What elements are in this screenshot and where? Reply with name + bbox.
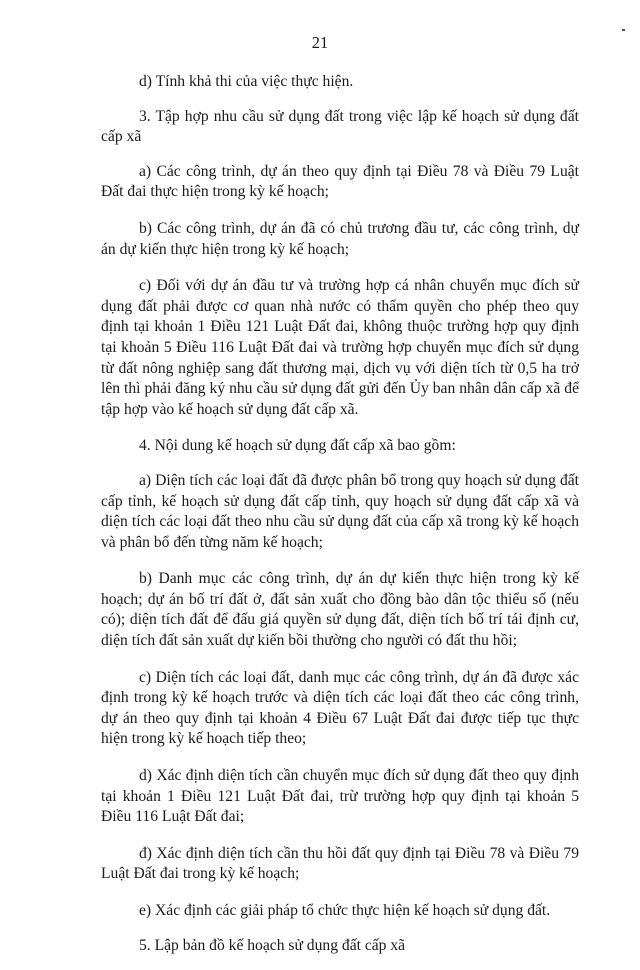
paragraph-4e: e) Xác định các giải pháp tổ chức thực hiện kế hoạch sử dụng đất.: [139, 902, 551, 919]
paragraph-3a: a) Các công trình, dự án theo quy định tại Điều 78 và Điều 79 Luật Đất đai thực hiện trong kỳ kế hoạch;: [101, 162, 579, 201]
paragraph-4a: a) Diện tích các loại đất đã được phân bổ trong quy hoạch sử dụng đất cấp tỉnh, kế hoạch sử dụng đất cấp tỉnh, quy hoạch sử dụng đất cấp xã và diện tích các loại đất theo nhu cầu sử dụng đất của cấp xã trong kỳ kế hoạch và phân bổ đến từng năm kế hoạch;: [101, 471, 579, 551]
paragraph-4d: d) Xác định diện tích cần chuyển mục đích sử dụng đất theo quy định tại khoản 1 Điều 121 Luật Đất đai, trừ trường hợp quy định tại khoản 5 Điều 116 Luật Đất đai;: [101, 767, 579, 826]
paragraph-3b: b) Các công trình, dự án đã có chủ trương đầu tư, các công trình, dự án dự kiến thực hiện trong kỳ kế hoạch;: [101, 219, 579, 258]
paragraph-4dd: đ) Xác định diện tích cần thu hồi đất quy định tại Điều 78 và Điều 79 Luật Đất đai trong kỳ kế hoạch;: [101, 844, 579, 883]
paragraph-3c: c) Đối với dự án đầu tư và trường hợp cá nhân chuyển mục đích sử dụng đất phải được cơ quan nhà nước có thẩm quyền cho phép theo quy định tại khoản 1 Điều 121 Luật Đất đai, không thuộc trường hợp quy định tại khoản 5 Điều 116 Luật Đất đai và trường hợp chuyển mục đích sử dụng từ đất nông nghiệp sang đất thương mại, dịch vụ với diện tích từ 0,5 ha trở lên thì phải đăng ký nhu cầu sử dụng đất gửi đến Ủy ban nhân dân cấp xã để tập hợp vào kế hoạch sử dụng đất cấp xã.: [101, 277, 579, 418]
document-body: [101, 72, 579, 970]
paragraph-section-3-heading: 3. Tập hợp nhu cầu sử dụng đất trong việc lập kế hoạch sử dụng đất cấp xã: [101, 107, 579, 146]
paragraph-4c: c) Diện tích các loại đất, danh mục các công trình, dự án đã được xác định trong kỳ kế hoạch trước và diện tích các loại đất theo các công trình, dự án theo quy định tại khoản 4 Điều 67 Luật Đất đai được tiếp tục thực hiện trong kỳ kế hoạch tiếp theo;: [101, 668, 579, 748]
paragraph-section-4-heading: 4. Nội dung kế hoạch sử dụng đất cấp xã bao gồm:: [139, 437, 456, 455]
page-number: 21: [311, 33, 329, 52]
paragraph-section-5-heading: 5. Lập bản đồ kế hoạch sử dụng đất cấp xã: [139, 936, 406, 954]
paragraph-feasibility: d) Tính khả thi của việc thực hiện.: [139, 73, 354, 90]
scan-speck: [622, 29, 625, 31]
paragraph-4b: b) Danh mục các công trình, dự án dự kiến thực hiện trong kỳ kế hoạch; dự án bố trí đất ở, đất sản xuất cho đồng bào dân tộc thiểu số (nếu có); diện tích đất để đấu giá quyền sử dụng đất, diện tích bố trí tái định cư, diện tích đất sản xuất dự kiến bồi thường cho người có đất thu hồi;: [101, 570, 579, 650]
